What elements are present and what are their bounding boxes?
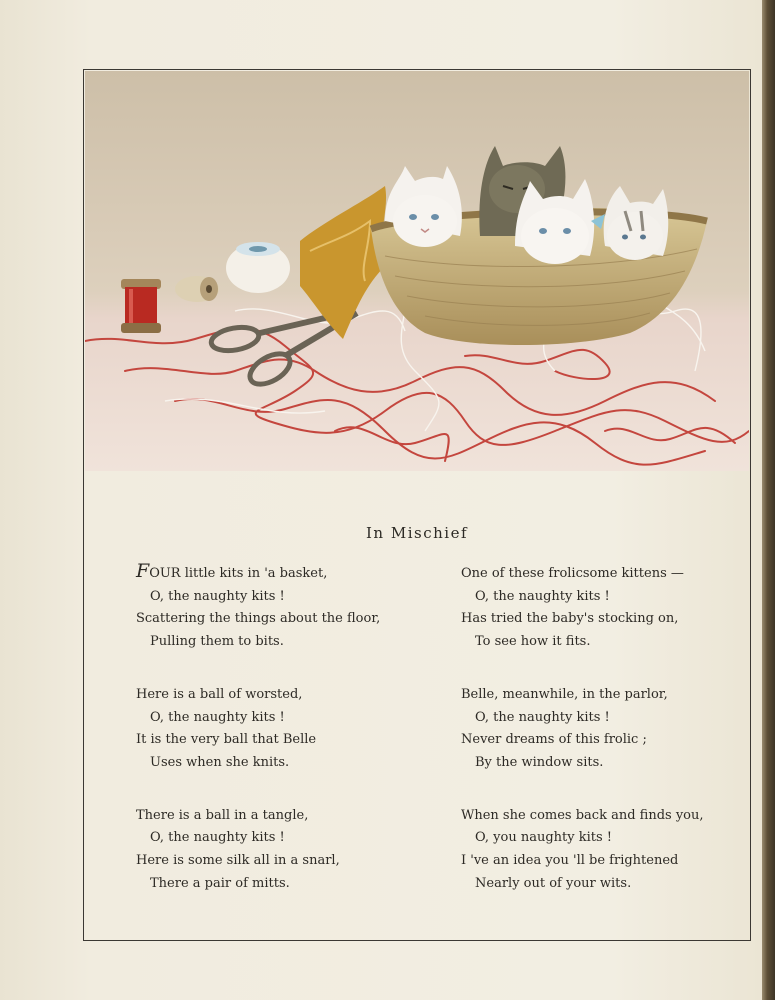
poem-line: O, the naughty kits ! bbox=[150, 588, 285, 604]
poem-line: Scattering the things about the floor, bbox=[136, 611, 381, 627]
poem-title: In Mischief bbox=[366, 524, 468, 542]
right-column bbox=[461, 563, 761, 925]
poem-line: Nearly out of your wits. bbox=[475, 875, 632, 891]
kittens-illustration bbox=[85, 71, 749, 471]
poem-line: Belle, meanwhile, in the parlor, bbox=[461, 686, 668, 702]
poem-line: It is the very ball that Belle bbox=[136, 732, 317, 748]
poem-line: There a pair of mitts. bbox=[150, 875, 290, 891]
drop-cap: F bbox=[136, 560, 150, 582]
poem-line: Here is some silk all in a snarl, bbox=[136, 853, 340, 869]
stanza bbox=[136, 805, 436, 896]
white-thread-spool bbox=[175, 276, 219, 302]
poem-line: O, the naughty kits ! bbox=[475, 709, 610, 725]
stanza bbox=[136, 560, 436, 654]
poem-line: O, the naughty kits ! bbox=[150, 830, 285, 846]
poem-line: Uses when she knits. bbox=[150, 754, 290, 770]
poem-line: Never dreams of this frolic ; bbox=[461, 732, 647, 748]
book-spine bbox=[762, 0, 775, 1000]
poem-line: There is a ball in a tangle, bbox=[136, 807, 309, 823]
poem-line: Pulling them to bits. bbox=[150, 634, 284, 650]
stanza bbox=[461, 684, 761, 775]
stanza bbox=[136, 684, 436, 775]
poem-line bbox=[136, 560, 436, 586]
poem-line: By the window sits. bbox=[475, 754, 604, 770]
stanza bbox=[461, 805, 761, 896]
poem-line: O, the naughty kits ! bbox=[475, 588, 610, 604]
poem-line: Here is a ball of worsted, bbox=[136, 686, 303, 702]
line-text: OUR little kits in 'a basket, bbox=[149, 566, 328, 581]
poem-line: When she comes back and finds you, bbox=[461, 807, 704, 823]
poem-line: One of these frolicsome kittens — bbox=[461, 566, 684, 581]
poem-line: O, the naughty kits ! bbox=[150, 709, 285, 725]
red-thread-spool bbox=[121, 279, 161, 333]
poem-line: I 've an idea you 'll be frightened bbox=[461, 853, 679, 869]
left-column bbox=[136, 560, 436, 925]
stanza bbox=[461, 563, 761, 654]
poem-line: O, you naughty kits ! bbox=[475, 830, 613, 846]
poem-line: To see how it fits. bbox=[475, 634, 591, 650]
poem-line: Has tried the baby's stocking on, bbox=[461, 611, 679, 627]
